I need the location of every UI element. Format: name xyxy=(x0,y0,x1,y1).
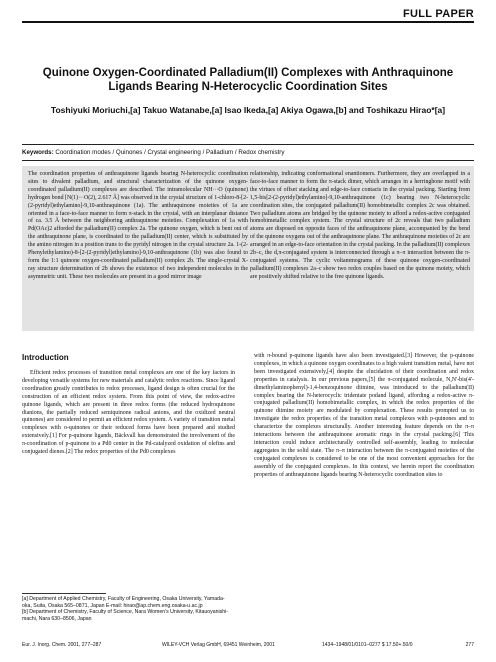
footnotes xyxy=(22,596,232,622)
keywords-bottom-rule xyxy=(22,160,474,161)
abstract-left-column: The coordination properties of anthraquinone ligands bearing N-heterocyclic coordination sites to divalent palladium, and structural characterization of the quinone oxygen-coordinated palladium(II) complexes are described. The intramolecular NH···O (quinone) hydrogen bond [N(1)···O(2), 2.617 Å] was observed in the crystal structure of 1-chloro-8-[2-(2-pyridyl)ethylamino]-9,10-anthraquinone (1a). The anthraquinone moieties of 1a are oriented in a face-to-face manner to form π-stack in the crystal, with an interplanar distance of ca. 3.5 Å between the neighboring anthraquinone moieties. Complexation of 1a with Pd(OAc)2 afforded the palladium(II) complex 2a. The quinone oxygen, which is bent out of the anthraquinone plane, is coordinated to the palladium(II) center, which is substituted by the amino nitrogen in a position trans to the pyridyl nitrogen in the crystal structure 2a. 1-(2-Phenylethylamino)-8-[2-(2-pyridyl)ethylamino]-9,10-anthraquinone (1b) was also found to form the 1:1 quinone oxygen-coordinated palladium(II) complex 2b. The single-crystal X-ray structure determination of 2b shows the existence of two independent molecules in the asymmetric unit. These two molecules are present in a good mirror image xyxy=(28,171,248,280)
abstract-right-column: relationship, indicating conformational enantiomers. Furthermore, they are overlapped in a face-to-face manner to form the π-stack dimer, which arranges in a herringbone motif with the virtues of offset stacking and edge-to-face contacts in the crystal packing. Starting from 1,5-bis[2-(2-pyridyl)ethylamino]-9,10-anthraquinone (1c) bearing two N-heterocyclic coordination sites, the conjugated palladium(II) homobimetallic complex 2c was obtained. Two palladium atoms are bridged by the quinone moiety to afford a redox-active conjugated homobimetallic complex system. The crystal structure of 2c reveals that two palladium atoms are disposed on opposite faces of the anthraquinone plane, accompanied by the bend of the quinone oxygens out of the anthraquinone plane. The anthraquinone moieties of 2c are arranged in an edge-to-face orientation in the crystal packing. In the palladium(II) complexes 2b–c, the d,π-conjugated system is interconnected through a π–π interaction between the π-conjugated systems. The cyclic voltammograms of these quinone oxygen-coordinated palladium(II) complexes 2a–c show two redox couples based on the quinone moiety, which are positively shifted relative to the free quinone ligands. xyxy=(250,171,470,280)
keywords-line xyxy=(22,149,474,157)
intro-right-column: with π-bound p-quinone ligands have also been investigated.[3] However, the p-quinone complexes, in which a quinone oxygen coordinates to a high valent transition metal, have not been investigated extensively,[4] despite the elucidation of their coordination and redox properties in catalysis. In our previous papers,[5] the π-conjugated molecule, N,N'-bis(4'-dimethylaminophenyl)-1,4-benzoquinone diimine, was introduced to the palladium(II) complex bearing the N-heterocyclic tridentate podand ligand, affording a redox-active π-conjugated palladium(II) homobimetallic complex, in which the redox properties of the quinone diimine moiety are modulated by complexation. These results prompted us to investigate the redox properties of the transition metal complexes with p-quinones and to characterize the complexes structurally. Another interesting feature depends on the π–π interactions between the anthraquinone aromatic rings in the crystal packing.[6] This interaction could induce architecturally controlled self-assembly, leading to molecular aggregates in the solid state. The π–π interaction between the π-conjugated moieties of the conjugated complexes is considered to be one of the most convenient approaches for the assembly of the conjugated complexes. In this context, we herein report the coordination properties of anthraquinone ligands bearing N-heterocyclic coordination sites to xyxy=(254,353,474,478)
section-label: FULL PAPER xyxy=(397,8,474,20)
page-header xyxy=(22,8,474,28)
publisher-line: WILEY-VCH Verlag GmbH, 69451 Weinheim, 2001 xyxy=(162,642,275,648)
keywords-top-rule xyxy=(22,144,474,145)
footnote-a: [a] Department of Applied Chemistry, Faculty of Engineering, Osaka University, Yamada-oka, Suita, Osaka 565–0871, Japan E-mail: hirao@ap.chem.eng.osaka-u.ac.jp xyxy=(22,596,225,609)
introduction-heading: Introduction xyxy=(22,353,69,362)
author-list: Toshiyuki Moriuchi,[a] Takuo Watanabe,[a] Isao Ikeda,[a] Akiya Ogawa,[b] and Toshikazu Hirao*[a] xyxy=(50,105,446,115)
page-number: 277 xyxy=(465,642,474,648)
keywords-label: Keywords: xyxy=(22,149,54,156)
intro-left-column: Efficient redox processes of transition metal complexes are one of the key factors in developing versatile systems for new materials and catalytic redox reactions. Since ligand coordination greatly contributes to redox processes, ligand design is often crucial for the construction of an efficient redox system. From this point of view, the redox-active quinone ligands, which are present in three redox forms (the reduced hydroquinone dianions, the partially reduced semiquinone radical anions, and the oxidized neutral quinones) are considered to permit an efficient redox system. A variety of transition metal complexes with o-quinones or their reduced forms have been prepared and studied extensively.[1] For p-quinone ligands, Bäckvall has demonstrated the involvement of the π-coordination of p-quinone to a Pd0 center in the Pd-catalyzed oxidation of olefins and conjugated dienes.[2] The redox properties of the Pd0 complexes xyxy=(22,370,235,456)
footnote-b: [b] Department of Chemistry, Faculty of Science, Nara Women's University, Kitauoyanishi-machi, Nara 630–8506, Japan xyxy=(22,609,228,622)
paper-title: Quinone Oxygen-Coordinated Palladium(II) Complexes with Anthraquinone Ligands Bearing N-Heterocyclic Coordination Sites xyxy=(42,67,454,93)
keywords-text: Coordination modes / Quinones / Crystal engineering / Palladium / Redox chemistry xyxy=(55,149,285,156)
journal-citation: Eur. J. Inorg. Chem. 2001, 277–287 xyxy=(22,642,102,648)
issn-line: 1434–1948/01/0101–0277 $ 17.50+.50/0 xyxy=(322,642,413,648)
footnote-rule xyxy=(22,593,106,594)
header-rule xyxy=(22,21,474,23)
abstract-box xyxy=(22,166,474,331)
